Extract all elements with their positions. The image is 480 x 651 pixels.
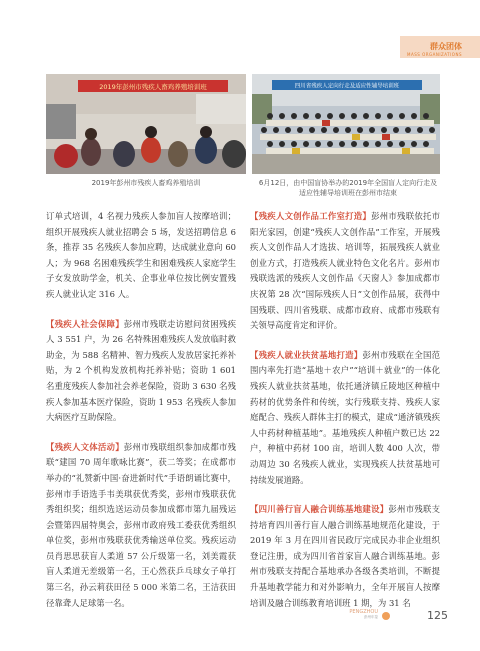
banner-text: 2019年彭州市残疾人畜鸡养殖培训班 bbox=[99, 83, 207, 91]
footer-logo-sub: 彭州年鉴 bbox=[364, 615, 378, 619]
page-number: 125 bbox=[427, 609, 448, 622]
banner-text: 四川省残疾人定向行走及适应性辅导培训班 bbox=[294, 83, 400, 90]
paragraph-social-security: 【残疾人社会保障】彭州市残联走访慰问贫困残疾人 3 551 户，为 26 名特殊困难残疾人发放临时救助金，为 588 名精神、智力残疾人发放居家托养补贴，为 2 个机构发放机构托养补贴；资助 1 601 名重度残疾人参加社会养老保险，资助 3 630 名残疾人参加基本医疗保险，资助 1 953 名残疾人参加大病医疗互助保险。 bbox=[46, 318, 237, 423]
paragraph-culture-sports: 【残疾人文体活动】彭州市残联组织参加成都市残联“建国 70 周年歌咏比赛”，获二等奖；在成都市举办的“礼赞新中国·奋进新时代”手语朗诵比赛中，彭州市手语选手韦美琪获优秀奖，彭州市残联获优秀组织奖；组织选送运动员参加成都市第九届残运会暨第四届特奥会，彭州市政府残工委获优秀组织单位奖，彭州市残联获优秀输送单位奖。残疾运动员肖思思获盲人柔道 57 公斤级第一名，刘美霞获盲人柔道无差级第一名，王心然获乒乓球女子单打第三名，孙云莉获田径 5 000 米第二名，王洁获田径靠聋人足球第一名。 bbox=[46, 441, 237, 608]
section-tag: 【残疾人社会保障】 bbox=[46, 318, 124, 329]
section-title: 群众团体 bbox=[430, 42, 462, 51]
paragraph: 订单式培训，4 名视力残疾人参加盲人按摩培训；组织开展残疾人就业招聘会 5 场，发送招聘信息 6 条，推荐 35 名残疾人参加应聘，达成就业意向 60 人；为 968 名困难残疾学生和困难残疾人家庭学生子女发放助学金，机关、企事业单位按比例安置残疾人就业认定 316 人。 bbox=[46, 211, 236, 299]
section-tag: 【残疾人文体活动】 bbox=[46, 441, 124, 452]
photo-caption-right: 6月12日，由中国盲协举办的2019年全国盲人定向行走及适应性辅导培训班在彭州市结束 bbox=[258, 179, 438, 197]
paragraph-employment-base: 【残疾人就业扶贫基地打造】彭州市残联在全国范围内率先打造“基地＋农户”“培训＋就业”的一体化残疾人就业扶贫基地，依托通济镇丘陵地区种植中药材的优势条件和传统，实行残联支持、残疾人家庭配合、残疾人群体主打的模式，建成“通济镇残疾人中药材种植基地”。基地残疾人种植户数已达 22 户，种植中药材 100 亩，培训人数 400 人次，带动周边 30 名残疾人就业，实现残疾人扶贫基地可持续发展道路。 bbox=[250, 349, 441, 485]
footer-dot-icon bbox=[382, 612, 390, 620]
footer-logo: PENGZHOU bbox=[349, 609, 378, 615]
section-tag: 【四川善行盲人融合训练基地建设】 bbox=[250, 504, 389, 515]
paragraph-training-base: 【四川善行盲人融合训练基地建设】彭州市残联支持培育四川善行盲人融合训练基地规范化建设，于 2019 年 3 月在四川省民政厅完成民办非企业组织登记注册，成为四川省首家盲人融合训练基地。彭州市残联支持配合基地承办各级各类培训，不断提升基地教学能力和对外影响力，全年开展盲人按摩培训及融合训练教育培训班 1 期，为 31 名 bbox=[250, 504, 441, 608]
section-tag: 【残疾人就业扶贫基地打造】 bbox=[250, 349, 363, 360]
photo-caption-left: 2019年彭州市残疾人畜鸡养殖培训 bbox=[91, 179, 201, 187]
text-column-right bbox=[250, 209, 440, 611]
text-column-left bbox=[46, 209, 236, 611]
section-tag: 【残疾人文创作品工作室打造】 bbox=[250, 211, 372, 221]
photo-training-class bbox=[46, 74, 246, 174]
photo-group bbox=[252, 74, 440, 174]
paragraph-studio: 【残疾人文创作品工作室打造】彭州市残联依托市阳光家园，创建“残疾人文创作品”工作室，开展残疾人文创作品人才选拔、培训等，拓展残疾人就业创业方式，打造残疾人就业特色文化名片。彭州市残联选派的残疾人文创作品《天窗人》参加成都市庆祝第 28 次“国际残疾人日”文创作品展，获得中国残联、四川省残联、成都市政府、成都市残联有关领导高度肯定和评价。 bbox=[250, 211, 441, 331]
section-subtitle: MASS ORGANIZATIONS bbox=[407, 52, 462, 57]
